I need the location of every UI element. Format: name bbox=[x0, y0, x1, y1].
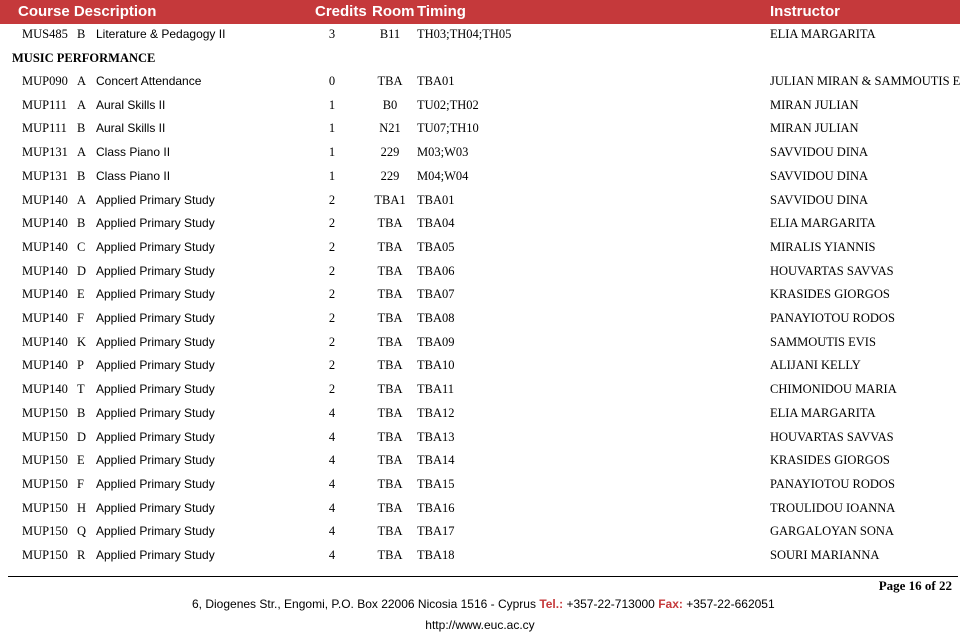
section-letter: E bbox=[77, 453, 85, 468]
timing-value: TBA16 bbox=[417, 500, 455, 515]
section-letter: T bbox=[77, 382, 85, 397]
timing-value: TBA18 bbox=[417, 548, 455, 562]
timing-value: TBA10 bbox=[417, 358, 455, 373]
col-credits: Credits bbox=[315, 3, 367, 20]
tel-number: +357-22-713000 bbox=[566, 597, 655, 611]
section-letter: A bbox=[77, 74, 87, 88]
instructor-name: ELIA MARGARITA bbox=[770, 405, 876, 420]
credits-value: 3 bbox=[328, 27, 336, 41]
timing-value: TBA01 bbox=[417, 74, 455, 88]
course-title: Applied Primary Study bbox=[96, 239, 215, 254]
timing-value: TBA09 bbox=[417, 334, 455, 349]
table-row bbox=[0, 451, 960, 471]
credits-value: 2 bbox=[328, 263, 336, 278]
instructor-name: ELIA MARGARITA bbox=[770, 27, 876, 41]
course-title: Applied Primary Study bbox=[96, 476, 215, 491]
timing-value: TBA06 bbox=[417, 263, 455, 278]
table-header bbox=[0, 0, 960, 24]
course-title: Class Piano II bbox=[96, 168, 171, 183]
room-value: TBA bbox=[377, 74, 403, 88]
section-letter: K bbox=[77, 334, 87, 349]
section-letter: F bbox=[77, 311, 84, 325]
room-value: 229 bbox=[380, 168, 400, 183]
timing-value: TBA14 bbox=[417, 453, 455, 468]
course-code: MUP150 bbox=[22, 429, 68, 444]
table-row bbox=[0, 167, 960, 187]
timing-value: TBA01 bbox=[417, 192, 455, 207]
course-code: MUP140 bbox=[22, 311, 68, 325]
instructor-name: SAVVIDOU DINA bbox=[770, 145, 869, 160]
course-code: MUP150 bbox=[22, 500, 68, 515]
course-title: Applied Primary Study bbox=[96, 405, 215, 420]
course-title: Applied Primary Study bbox=[96, 358, 215, 373]
timing-value: TBA04 bbox=[417, 216, 455, 231]
course-code: MUP140 bbox=[22, 192, 68, 207]
room-value: TBA bbox=[377, 287, 403, 302]
course-title: Applied Primary Study bbox=[96, 311, 215, 325]
course-code: MUP150 bbox=[22, 524, 68, 539]
instructor-name: SAVVIDOU DINA bbox=[770, 192, 869, 207]
room-value: TBA bbox=[377, 239, 403, 254]
section-letter: R bbox=[77, 548, 86, 562]
credits-value: 1 bbox=[328, 97, 336, 112]
credits-value: 2 bbox=[328, 192, 336, 207]
course-title: Applied Primary Study bbox=[96, 453, 215, 468]
instructor-name: MIRAN JULIAN bbox=[770, 121, 859, 136]
course-title: Applied Primary Study bbox=[96, 287, 215, 302]
instructor-name: PANAYIOTOU RODOS bbox=[770, 476, 895, 491]
course-code: MUP140 bbox=[22, 358, 68, 373]
instructor-name: SOURI MARIANNA bbox=[770, 548, 880, 562]
table-row bbox=[0, 25, 960, 45]
course-title: Applied Primary Study bbox=[96, 429, 215, 444]
timing-value: TBA08 bbox=[417, 311, 455, 325]
room-value: 229 bbox=[380, 145, 400, 160]
credits-value: 2 bbox=[328, 287, 336, 302]
instructor-name: ALIJANI KELLY bbox=[770, 358, 861, 373]
timing-value: TBA15 bbox=[417, 476, 455, 491]
timing-value: TU02;TH02 bbox=[417, 97, 479, 112]
room-value: TBA1 bbox=[374, 192, 406, 207]
course-code: MUP111 bbox=[22, 97, 67, 112]
room-value: TBA bbox=[377, 476, 403, 491]
course-code: MUP150 bbox=[22, 476, 68, 491]
table-row bbox=[0, 309, 960, 329]
course-title: Applied Primary Study bbox=[96, 263, 215, 278]
credits-value: 4 bbox=[328, 524, 336, 539]
credits-value: 1 bbox=[328, 145, 336, 160]
col-timing: Timing bbox=[417, 3, 466, 20]
course-title: Applied Primary Study bbox=[96, 382, 215, 397]
instructor-name: KRASIDES GIORGOS bbox=[770, 287, 890, 302]
room-value: TBA bbox=[377, 524, 403, 539]
table-row bbox=[0, 356, 960, 376]
course-code: MUP140 bbox=[22, 287, 68, 302]
footer-address-line bbox=[192, 597, 775, 611]
section-letter: P bbox=[77, 358, 84, 373]
course-code: MUP150 bbox=[22, 453, 68, 468]
instructor-name: TROULIDOU IOANNA bbox=[770, 500, 896, 515]
table-row bbox=[0, 475, 960, 495]
room-value: TBA bbox=[377, 263, 403, 278]
section-letter: E bbox=[77, 287, 85, 302]
course-code: MUP140 bbox=[22, 382, 68, 397]
tel-label: Tel.: bbox=[539, 597, 564, 611]
section-letter: Q bbox=[77, 524, 87, 539]
table-row bbox=[0, 380, 960, 400]
table-row bbox=[0, 191, 960, 211]
table-row bbox=[0, 546, 960, 566]
credits-value: 2 bbox=[328, 239, 336, 254]
instructor-name: GARGALOYAN SONA bbox=[770, 524, 894, 539]
course-title: Applied Primary Study bbox=[96, 548, 215, 562]
room-value: TBA bbox=[377, 405, 403, 420]
section-letter: C bbox=[77, 239, 86, 254]
section-letter: B bbox=[77, 121, 86, 136]
credits-value: 2 bbox=[328, 216, 336, 231]
instructor-name: JULIAN MIRAN & SAMMOUTIS E bbox=[770, 74, 960, 88]
course-code: MUP140 bbox=[22, 263, 68, 278]
room-value: TBA bbox=[377, 311, 403, 325]
room-value: N21 bbox=[379, 121, 401, 136]
timing-value: TBA05 bbox=[417, 239, 455, 254]
room-value: B0 bbox=[382, 97, 398, 112]
instructor-name: CHIMONIDOU MARIA bbox=[770, 382, 897, 397]
instructor-name: KRASIDES GIORGOS bbox=[770, 453, 890, 468]
section-letter: A bbox=[77, 97, 87, 112]
section-heading: MUSIC PERFORMANCE bbox=[12, 51, 156, 65]
course-title: Concert Attendance bbox=[96, 74, 202, 88]
table-row bbox=[0, 262, 960, 282]
table-row bbox=[0, 214, 960, 234]
footer-divider bbox=[8, 576, 958, 577]
course-title: Literature & Pedagogy II bbox=[96, 27, 226, 41]
credits-value: 4 bbox=[328, 429, 336, 444]
footer-address: 6, Diogenes Str., Engomi, P.O. Box 22006 Nicosia 1516 - Cyprus bbox=[192, 597, 536, 611]
course-code: MUP090 bbox=[22, 74, 68, 88]
fax-label: Fax: bbox=[658, 597, 683, 611]
table-row bbox=[0, 238, 960, 258]
table-row bbox=[0, 428, 960, 448]
table-row bbox=[0, 333, 960, 353]
instructor-name: SAVVIDOU DINA bbox=[770, 168, 869, 183]
course-code: MUP150 bbox=[22, 405, 68, 420]
credits-value: 4 bbox=[328, 453, 336, 468]
course-code: MUP131 bbox=[22, 145, 68, 160]
course-title: Aural Skills II bbox=[96, 97, 166, 112]
section-letter: D bbox=[77, 263, 87, 278]
timing-value: M04;W04 bbox=[417, 168, 469, 183]
page-number: Page 16 of 22 bbox=[878, 578, 952, 593]
section-letter: B bbox=[77, 216, 86, 231]
credits-value: 4 bbox=[328, 500, 336, 515]
section-letter: B bbox=[77, 168, 86, 183]
credits-value: 2 bbox=[328, 382, 336, 397]
room-value: B11 bbox=[379, 27, 401, 41]
timing-value: TBA17 bbox=[417, 524, 455, 539]
course-code: MUP140 bbox=[22, 216, 68, 231]
instructor-name: SAMMOUTIS EVIS bbox=[770, 334, 876, 349]
credits-value: 4 bbox=[328, 476, 336, 491]
table-row bbox=[0, 119, 960, 139]
course-title: Aural Skills II bbox=[96, 121, 166, 136]
timing-value: TH03;TH04;TH05 bbox=[417, 27, 512, 41]
credits-value: 0 bbox=[328, 74, 336, 88]
section-letter: A bbox=[77, 145, 87, 160]
table-row bbox=[0, 72, 960, 92]
table-row bbox=[0, 285, 960, 305]
room-value: TBA bbox=[377, 334, 403, 349]
room-value: TBA bbox=[377, 453, 403, 468]
room-value: TBA bbox=[377, 500, 403, 515]
room-value: TBA bbox=[377, 548, 403, 562]
course-code: MUP150 bbox=[22, 548, 68, 562]
table-row bbox=[0, 499, 960, 519]
credits-value: 1 bbox=[328, 168, 336, 183]
course-code: MUP140 bbox=[22, 239, 68, 254]
room-value: TBA bbox=[377, 429, 403, 444]
course-code: MUS485 bbox=[22, 27, 68, 41]
credits-value: 1 bbox=[328, 121, 336, 136]
room-value: TBA bbox=[377, 216, 403, 231]
credits-value: 2 bbox=[328, 311, 336, 325]
course-code: MUP111 bbox=[22, 121, 67, 136]
timing-value: TBA07 bbox=[417, 287, 455, 302]
credits-value: 2 bbox=[328, 334, 336, 349]
course-code: MUP131 bbox=[22, 168, 68, 183]
course-title: Applied Primary Study bbox=[96, 192, 215, 207]
timing-value: TU07;TH10 bbox=[417, 121, 479, 136]
room-value: TBA bbox=[377, 358, 403, 373]
course-title: Class Piano II bbox=[96, 145, 171, 160]
section-letter: H bbox=[77, 500, 87, 515]
course-title: Applied Primary Study bbox=[96, 334, 215, 349]
credits-value: 4 bbox=[328, 548, 336, 562]
course-code: MUP140 bbox=[22, 334, 68, 349]
instructor-name: ELIA MARGARITA bbox=[770, 216, 876, 231]
timing-value: M03;W03 bbox=[417, 145, 469, 160]
table-row bbox=[0, 404, 960, 424]
col-room: Room bbox=[372, 3, 415, 20]
timing-value: TBA12 bbox=[417, 405, 455, 420]
table-row bbox=[0, 143, 960, 163]
section-letter: B bbox=[77, 405, 86, 420]
instructor-name: MIRAN JULIAN bbox=[770, 97, 859, 112]
instructor-name: HOUVARTAS SAVVAS bbox=[770, 429, 894, 444]
section-letter: B bbox=[77, 27, 86, 41]
section-letter: A bbox=[77, 192, 87, 207]
section-letter: D bbox=[77, 429, 87, 444]
instructor-name: HOUVARTAS SAVVAS bbox=[770, 263, 894, 278]
fax-number: +357-22-662051 bbox=[686, 597, 775, 611]
table-row bbox=[0, 96, 960, 116]
col-course-description: Course Description bbox=[18, 3, 157, 20]
instructor-name: MIRALIS YIANNIS bbox=[770, 239, 876, 254]
room-value: TBA bbox=[377, 382, 403, 397]
col-instructor: Instructor bbox=[770, 3, 841, 20]
table-row bbox=[0, 522, 960, 542]
credits-value: 2 bbox=[328, 358, 336, 373]
course-title: Applied Primary Study bbox=[96, 500, 215, 515]
instructor-name: PANAYIOTOU RODOS bbox=[770, 311, 895, 325]
course-title: Applied Primary Study bbox=[96, 216, 215, 231]
timing-value: TBA11 bbox=[417, 382, 455, 397]
credits-value: 4 bbox=[328, 405, 336, 420]
section-letter: F bbox=[77, 476, 84, 491]
timing-value: TBA13 bbox=[417, 429, 455, 444]
course-title: Applied Primary Study bbox=[96, 524, 215, 539]
footer-url[interactable]: http://www.euc.ac.cy bbox=[425, 618, 535, 632]
